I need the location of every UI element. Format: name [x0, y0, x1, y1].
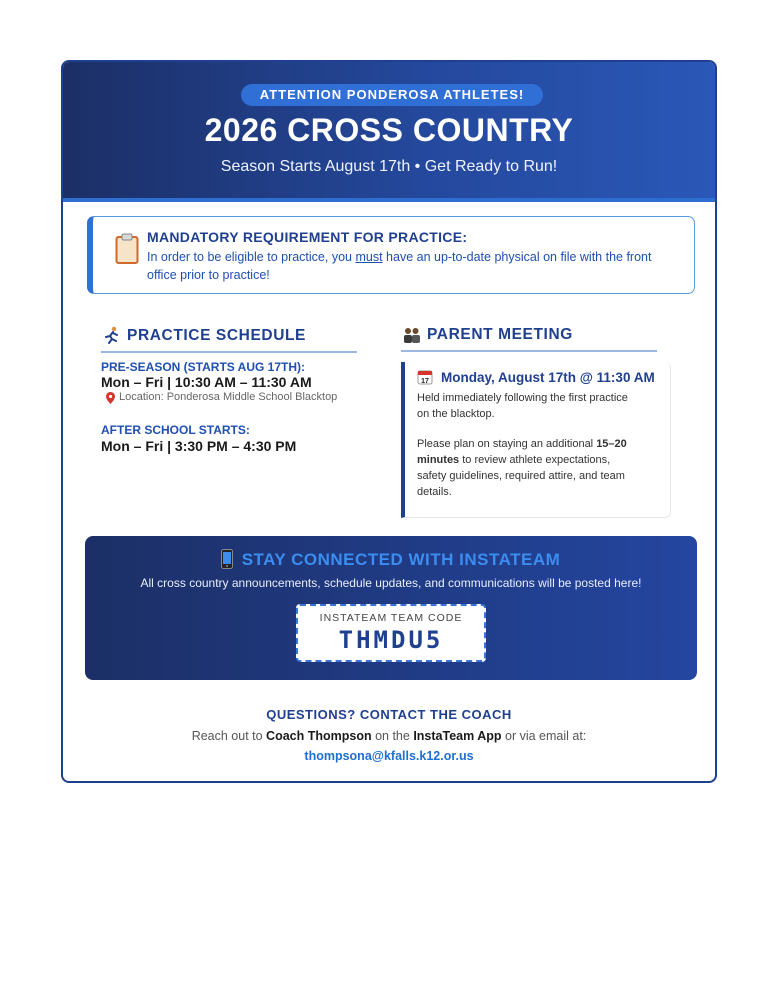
- parent-meeting-heading: PARENT MEETING: [427, 326, 573, 343]
- preseason-label: PRE-SEASON (STARTS AUG 17TH):: [101, 360, 306, 374]
- instateam-text: All cross country announcements, schedule updates, and communications will be posted here!: [140, 576, 642, 590]
- practice-schedule-heading: PRACTICE SCHEDULE: [127, 327, 306, 344]
- family-icon: [403, 327, 421, 343]
- clipboard-icon: [115, 233, 139, 265]
- app-name: InstaTeam App: [413, 729, 502, 743]
- afterschool-time: Mon – Fri | 3:30 PM – 4:30 PM: [101, 438, 297, 454]
- requirement-title: MANDATORY REQUIREMENT FOR PRACTICE:: [147, 229, 468, 245]
- afterschool-label: AFTER SCHOOL STARTS:: [101, 423, 250, 437]
- meeting-text-1: Held immediately following the first practice on the blacktop.: [417, 392, 628, 420]
- calendar-day: 17: [421, 378, 429, 385]
- instateam-title: STAY CONNECTED WITH INSTATEAM: [241, 550, 561, 569]
- pin-icon: [106, 392, 115, 404]
- preseason-time: Mon – Fri | 10:30 AM – 11:30 AM: [101, 374, 312, 390]
- team-code-label: INSTATEAM TEAM CODE: [319, 612, 463, 624]
- coach-name: Coach Thompson: [266, 729, 372, 743]
- contact-heading: QUESTIONS? CONTACT THE COACH: [266, 707, 512, 722]
- practice-divider: [101, 351, 357, 353]
- must-emphasis: must: [355, 250, 383, 264]
- attention-pill: ATTENTION PONDEROSA ATHLETES!: [241, 84, 543, 106]
- requirement-callout: [87, 216, 695, 294]
- team-code-box: [296, 604, 486, 662]
- contact-text: Reach out to Coach Thompson on the InstaTeam App or via email at:: [191, 729, 587, 743]
- requirement-text: In order to be eligible to practice, you must have an up-to-date physical on file with the front office prior to practice!: [147, 250, 652, 282]
- flyer-card: [61, 60, 717, 783]
- page-subtitle: Season Starts August 17th • Get Ready to Run!: [220, 158, 558, 175]
- page-title: 2026 CROSS COUNTRY: [204, 112, 574, 148]
- meeting-details-box: [401, 362, 671, 518]
- calendar-icon: [417, 369, 433, 385]
- coach-email-link[interactable]: thompsona@kfalls.k12.or.us: [304, 749, 474, 763]
- meeting-date: Monday, August 17th @ 11:30 AM: [441, 370, 655, 385]
- runner-icon: [103, 326, 121, 344]
- header-banner: [63, 62, 715, 202]
- instateam-banner: [85, 536, 697, 680]
- team-code-value: THMDU5: [338, 626, 444, 654]
- location-text: Location: Ponderosa Middle School Blacktop: [119, 391, 338, 403]
- parent-divider: [401, 350, 657, 352]
- meeting-text-2: Please plan on staying an additional 15–20 minutes to review athlete expectations, safety guidelines, required attire, and team details.: [417, 438, 627, 498]
